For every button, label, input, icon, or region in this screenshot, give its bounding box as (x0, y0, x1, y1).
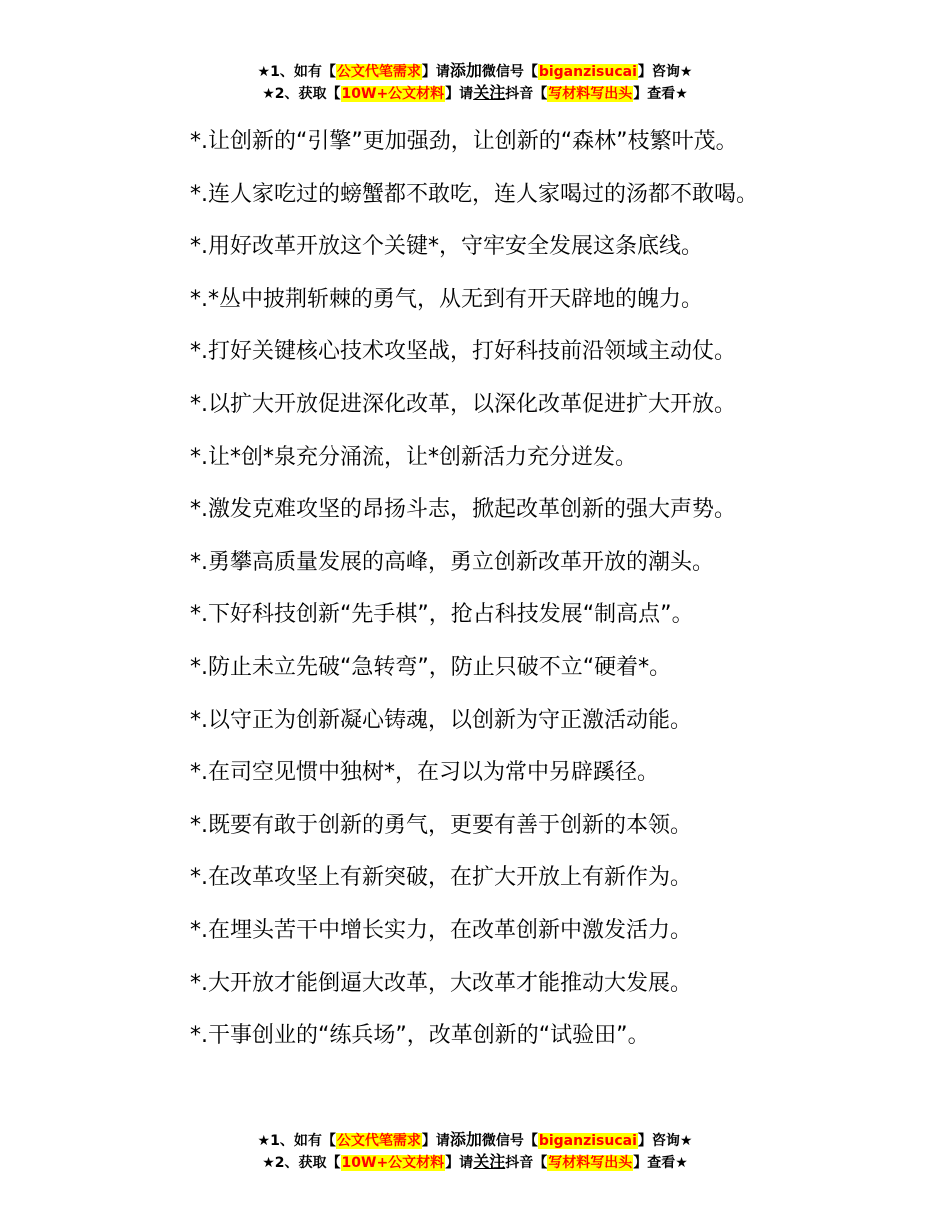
paragraph: *.用好改革开放这个关键*，守牢安全发展这条底线。 (190, 234, 703, 260)
paragraph: *.激发克难攻坚的昂扬斗志，掀起改革创新的强大声势。 (190, 497, 736, 523)
paragraph: *.在埋头苦干中增长实力，在改革创新中激发活力。 (190, 917, 692, 943)
banner-highlight: 公文代笔需求 (336, 64, 421, 80)
paragraph: *.*丛中披荆斩棘的勇气，从无到有开天辟地的魄力。 (190, 286, 703, 312)
banner-line-2 (0, 1151, 950, 1173)
banner-line-1 (0, 60, 950, 82)
banner-text: 抖音【 (505, 1155, 548, 1171)
paragraph: *.在改革攻坚上有新突破，在扩大开放上有新作为。 (190, 865, 692, 891)
banner-emphasis: 关注 (473, 83, 506, 102)
banner-text: 】查看★ (633, 86, 688, 102)
banner-line-1 (0, 1129, 950, 1151)
banner-text: ★2、获取【 (262, 1155, 341, 1171)
paragraph: *.以守正为创新凝心铸魂，以创新为守正激活动能。 (190, 707, 692, 733)
banner-text: 】请 (421, 1133, 450, 1149)
banner-text: 】请 (445, 1155, 474, 1171)
footer-banner (0, 1129, 950, 1173)
banner-text: 】咨询★ (637, 64, 693, 80)
paragraph: *.防止未立先破“急转弯”，防止只破不立“硬着*。 (190, 654, 672, 680)
banner-text: ★2、获取【 (262, 86, 341, 102)
banner-emphasis: 添加 (449, 1130, 482, 1149)
paragraph: *.连人家吃过的螃蟹都不敢吃，连人家喝过的汤都不敢喝。 (190, 181, 758, 207)
banner-text: 抖音【 (505, 86, 548, 102)
document-body (140, 116, 830, 1063)
banner-highlight: 10W+公文材料 (341, 86, 445, 102)
paragraph: *.既要有敢于创新的勇气，更要有善于创新的本领。 (190, 812, 692, 838)
banner-emphasis: 关注 (473, 1152, 506, 1171)
banner-highlight: biganzisucai (538, 1133, 637, 1149)
paragraph: *.在司空见惯中独树*，在习以为常中另辟蹊径。 (190, 760, 659, 786)
banner-highlight: biganzisucai (538, 64, 637, 80)
paragraph: *.下好科技创新“先手棋”，抢占科技发展“制高点”。 (190, 602, 694, 628)
banner-highlight: 10W+公文材料 (341, 1155, 445, 1171)
paragraph: *.勇攀高质量发展的高峰，勇立创新改革开放的潮头。 (190, 549, 714, 575)
paragraph: *.让*创*泉充分涌流，让*创新活力充分迸发。 (190, 444, 637, 470)
banner-emphasis: 添加 (449, 61, 482, 80)
banner-highlight: 写材料写出头 (548, 86, 633, 102)
banner-text: 】咨询★ (637, 1133, 693, 1149)
header-banner (0, 60, 950, 104)
banner-text: 微信号【 (481, 1133, 538, 1149)
banner-text: 微信号【 (481, 64, 538, 80)
banner-text: 】查看★ (633, 1155, 688, 1171)
paragraph: *.打好关键核心技术攻坚战，打好科技前沿领域主动仗。 (190, 339, 736, 365)
banner-text: 】请 (445, 86, 474, 102)
banner-text: ★1、如有【 (257, 64, 336, 80)
paragraph: *.让创新的“引擎”更加强劲，让创新的“森林”枝繁叶茂。 (190, 129, 738, 154)
paragraph: *.以扩大开放促进深化改革，以深化改革促进扩大开放。 (190, 391, 736, 417)
paragraph: *.干事创业的“练兵场”，改革创新的“试验田”。 (190, 1023, 650, 1049)
banner-line-2 (0, 82, 950, 104)
banner-highlight: 写材料写出头 (548, 1155, 633, 1171)
paragraph: *.大开放才能倒逼大改革，大改革才能推动大发展。 (190, 970, 692, 996)
banner-highlight: 公文代笔需求 (336, 1133, 421, 1149)
banner-text: 】请 (421, 64, 450, 80)
banner-text: ★1、如有【 (257, 1133, 336, 1149)
